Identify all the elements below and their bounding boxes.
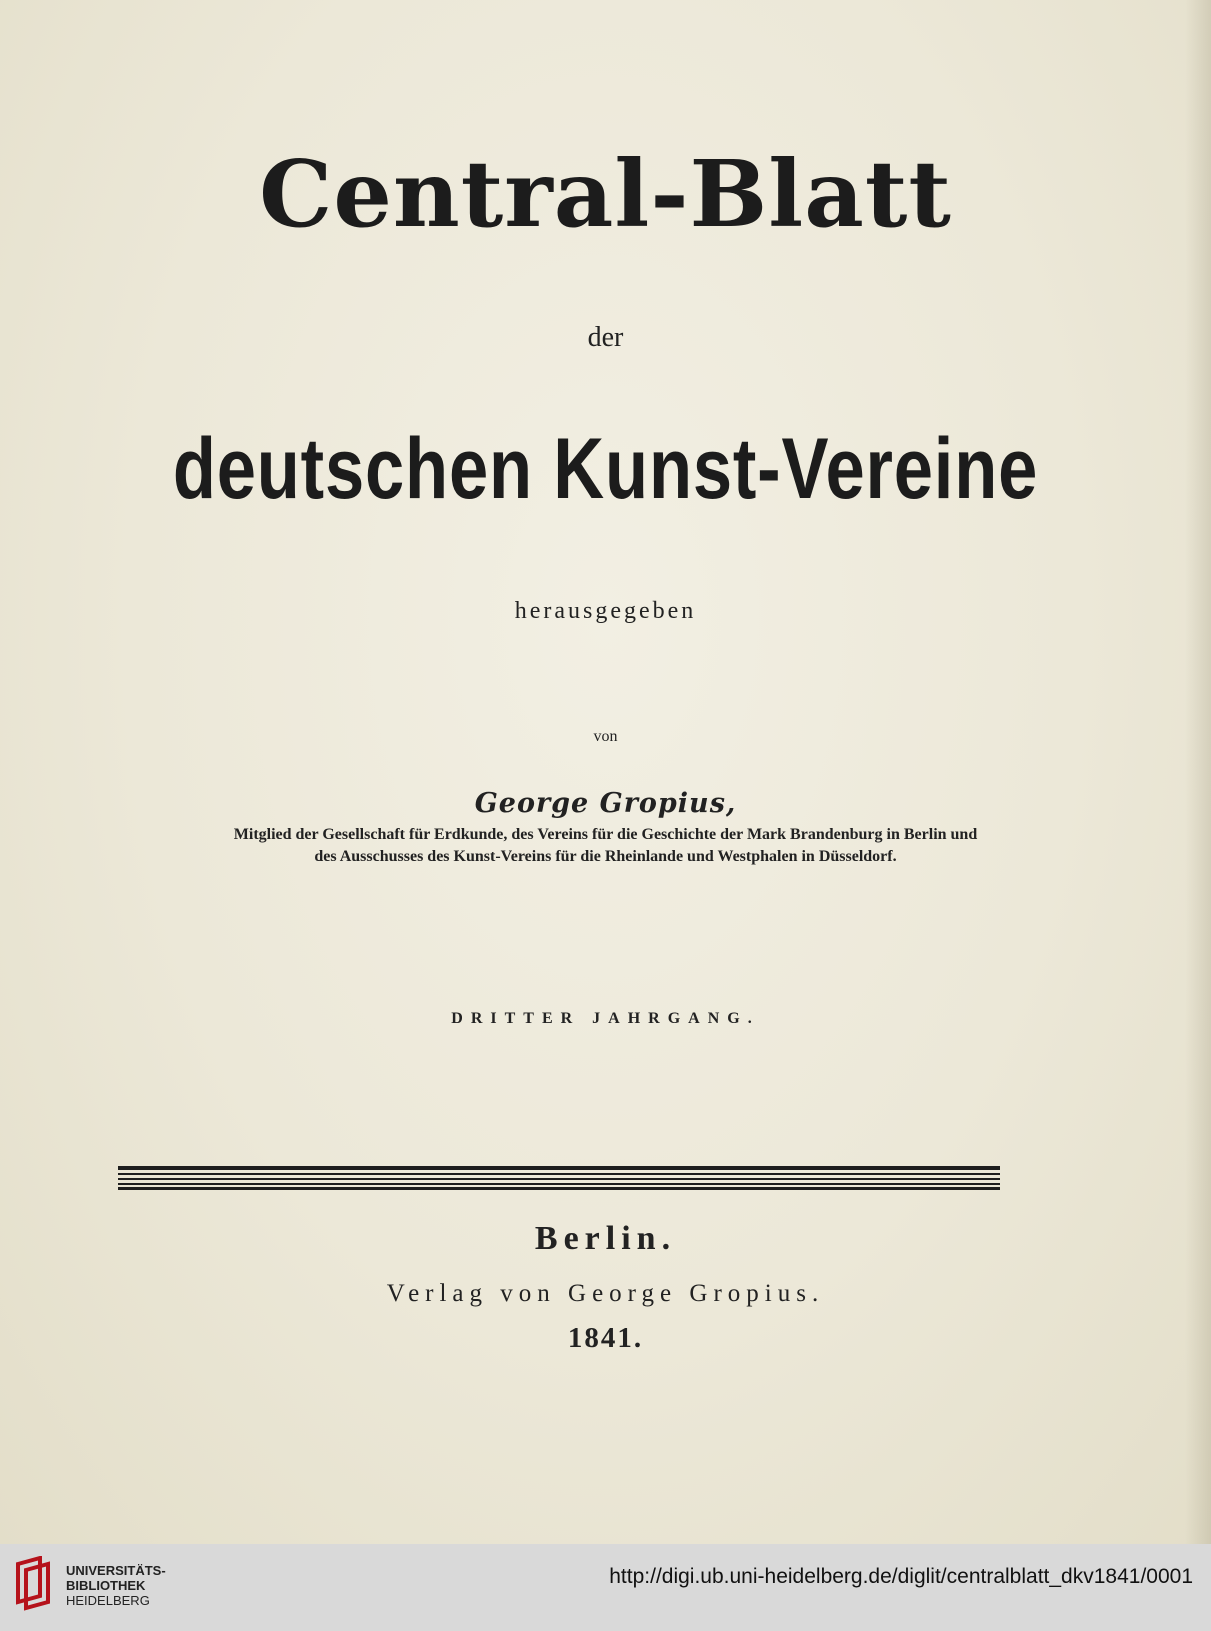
author-affiliation-line-2: des Ausschusses des Kunst-Vereins für die Rheinlande und Westphalen in Düsseldorf. xyxy=(314,848,897,865)
volume-label: DRITTER JAHRGANG. xyxy=(451,1010,760,1027)
library-name-line-3: HEIDELBERG xyxy=(66,1593,150,1608)
decorative-rule xyxy=(118,1166,1000,1190)
publication-city: Berlin. xyxy=(534,1220,677,1257)
library-name xyxy=(66,1563,166,1608)
author-name: George Gropius, xyxy=(474,788,737,819)
journal-title: Central-Blatt xyxy=(259,140,952,248)
publisher-line: Verlag von George Gropius. xyxy=(386,1280,825,1307)
library-name-line-2: BIBLIOTHEK xyxy=(66,1578,146,1593)
author-affiliation-line-1: Mitglied der Gesellschaft für Erdkunde, des Vereins für die Geschichte der Mark Brandenburg in Berlin und xyxy=(233,826,978,843)
permalink-url[interactable]: http://digi.ub.uni-heidelberg.de/diglit/centralblatt_dkv1841/0001 xyxy=(609,1565,1193,1588)
university-library-logo-icon[interactable] xyxy=(14,1556,56,1612)
publication-year: 1841. xyxy=(567,1322,644,1354)
title-article: der xyxy=(587,322,624,353)
by-label: von xyxy=(593,728,618,745)
edited-label: herausgegeben xyxy=(514,598,697,624)
journal-subtitle: deutschen Kunst-Vereine xyxy=(172,421,1039,517)
library-name-line-1: UNIVERSITÄTS- xyxy=(66,1563,166,1578)
